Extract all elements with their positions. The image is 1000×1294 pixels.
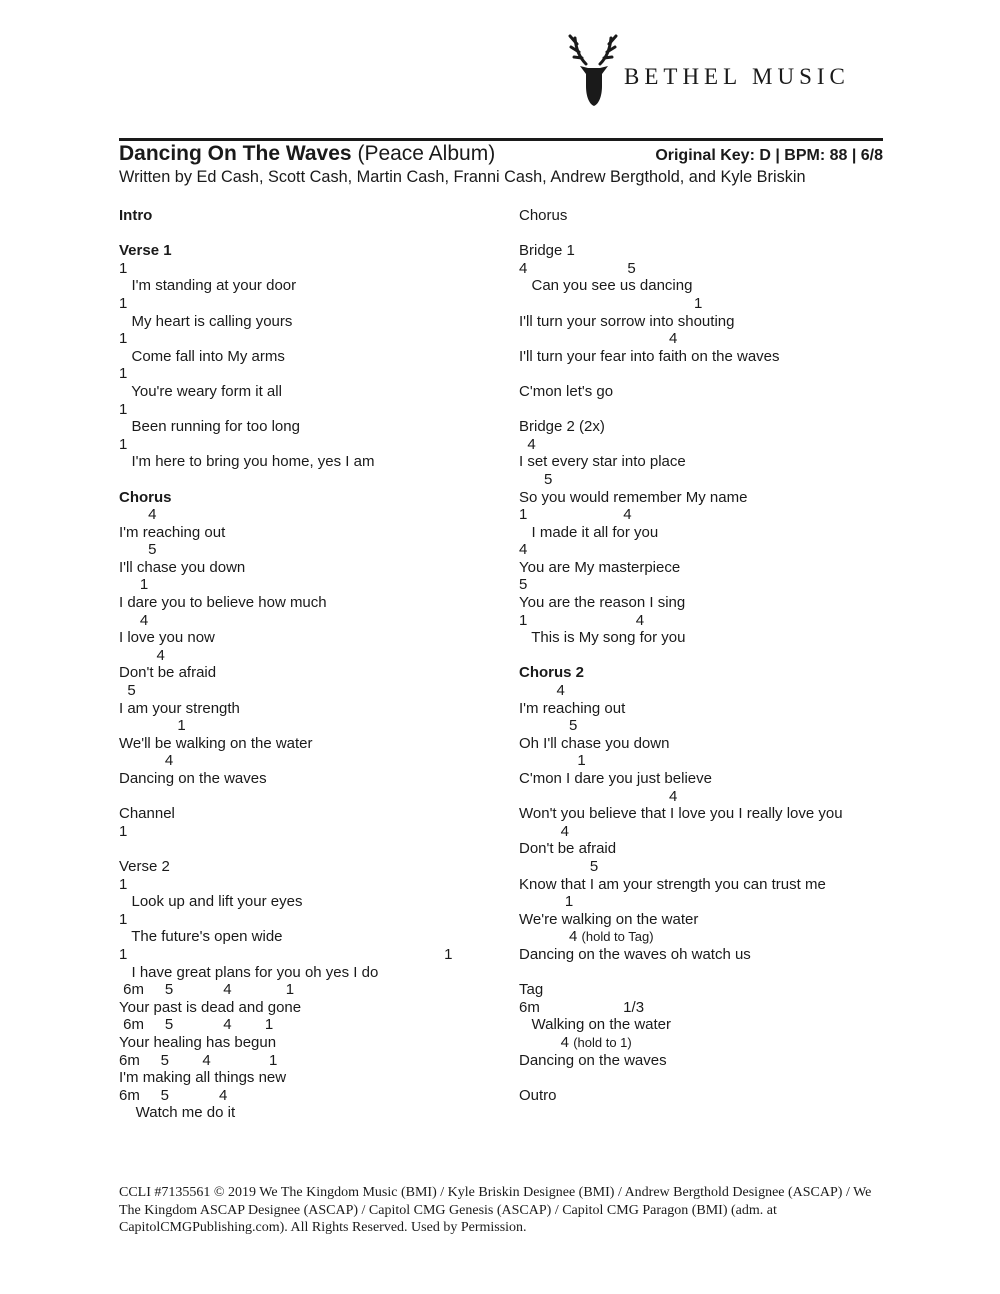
- chord-note: (hold to Tag): [581, 929, 654, 945]
- chord-line: 6m 5 4 1: [119, 981, 295, 999]
- section-heading: Chorus: [519, 207, 568, 224]
- chord-line: 6m 5 4: [119, 1086, 228, 1104]
- chord-line: 5: [519, 857, 599, 875]
- chord-line: 1: [519, 294, 703, 312]
- chord-line: 6m 5 4 1: [119, 1016, 274, 1034]
- section-heading: Chorus: [119, 488, 172, 506]
- lyric-line: This is My song for you: [519, 629, 686, 647]
- chord-line: 4: [519, 541, 528, 559]
- chord-line: 4: [519, 787, 678, 805]
- lyric-line: Your past is dead and gone: [119, 998, 302, 1016]
- chord-line: 1: [119, 400, 128, 418]
- lyric-line: Know that I am your strength you can trust me: [519, 875, 826, 893]
- chord-line: 1: [519, 752, 586, 770]
- lyric-line: I'll chase you down: [119, 558, 246, 576]
- lyric-line: Oh I'll chase you down: [519, 734, 670, 752]
- lyric-line: C'mon let's go: [519, 382, 614, 400]
- lyric-line: I'm standing at your door: [119, 277, 297, 295]
- section-heading: Channel: [119, 805, 175, 823]
- chord-line: 1: [119, 910, 128, 928]
- writers-credit: Written by Ed Cash, Scott Cash, Martin Cash, Franni Cash, Andrew Bergthold, and Kyle Briskin: [119, 168, 806, 186]
- lyric-line: Won't you believe that I love you I really love you: [519, 805, 843, 823]
- chord-line: 4: [519, 682, 565, 700]
- song-meta: Original Key: D | BPM: 88 | 6/8: [655, 147, 883, 164]
- chord-line: 5: [519, 470, 553, 488]
- chord-line: 1: [119, 330, 128, 348]
- chord-line: 4: [119, 611, 149, 629]
- chord-line: 4: [519, 330, 678, 348]
- song-title-text: Dancing On The Waves: [119, 142, 352, 165]
- chord-note: (hold to 1): [573, 1034, 632, 1050]
- lyric-line: I'm reaching out: [119, 523, 226, 541]
- lyric-line: I love you now: [119, 629, 215, 647]
- lyric-line: Dancing on the waves oh watch us: [519, 945, 751, 963]
- song-section: [519, 418, 899, 647]
- lyric-line: Watch me do it: [119, 1104, 236, 1122]
- lyric-line: I'll turn your sorrow into shouting: [519, 312, 735, 330]
- section-heading: Chorus 2: [519, 664, 585, 682]
- section-heading: Tag: [519, 981, 544, 999]
- chord-line: 1 1: [119, 945, 453, 963]
- song-section: [119, 489, 499, 788]
- lyric-line: You are the reason I sing: [519, 594, 686, 612]
- right-column: [519, 207, 899, 1122]
- lyric-line: You're weary form it all: [119, 382, 282, 400]
- lyric-line: Don't be afraid: [519, 840, 617, 858]
- lyric-line: The future's open wide: [119, 928, 283, 946]
- section-heading: Verse 2: [119, 857, 170, 875]
- header-rule: [119, 138, 883, 141]
- lyric-line: Come fall into My arms: [119, 347, 285, 365]
- lyric-line: I'll turn your fear into faith on the waves: [519, 347, 780, 365]
- chord-line: 1: [119, 294, 128, 312]
- lyric-line: Dancing on the waves: [119, 770, 267, 787]
- brand-name: BETHEL MUSIC: [624, 64, 850, 89]
- chord-line: 5: [519, 576, 528, 594]
- chord-line: 1: [119, 259, 128, 277]
- chord-line: 4: [519, 435, 536, 453]
- lyric-line: Don't be afraid: [119, 664, 217, 682]
- song-section: [119, 242, 499, 471]
- song-section: [119, 207, 499, 225]
- chord-line: 4 (hold to 1): [519, 1033, 632, 1051]
- chord-line: 1: [119, 576, 149, 594]
- chord-line: 1: [119, 822, 128, 840]
- chord-line: 1 4: [519, 611, 645, 629]
- lyric-line: We're walking on the water: [519, 910, 699, 928]
- chord-line: 1: [119, 717, 186, 735]
- lyric-line: I made it all for you: [519, 523, 659, 541]
- section-heading: Bridge 1: [519, 242, 575, 260]
- lyric-line: I have great plans for you oh yes I do: [119, 963, 379, 981]
- song-section: [519, 207, 899, 225]
- lyric-line: We'll be walking on the water: [119, 734, 313, 752]
- chord-line: 4: [119, 506, 157, 524]
- section-heading: Bridge 2 (2x): [519, 418, 605, 436]
- chord-line: 1 4: [519, 506, 632, 524]
- title-row: [119, 142, 883, 170]
- chord-line: 4 (hold to Tag): [519, 928, 654, 946]
- chord-line: 4 5: [519, 259, 636, 277]
- lyric-line: I dare you to believe how much: [119, 594, 327, 612]
- lyric-line: Been running for too long: [119, 418, 300, 436]
- section-heading: Outro: [519, 1086, 557, 1104]
- song-section: [119, 805, 499, 840]
- lyric-line: My heart is calling yours: [119, 312, 293, 330]
- chord-line: 1: [519, 893, 574, 911]
- lyric-line: Walking on the water: [519, 1016, 672, 1034]
- section-heading: Verse 1: [119, 242, 172, 260]
- chord-line: 6m 5 4 1: [119, 1051, 278, 1069]
- song-section: [119, 858, 499, 1122]
- lyric-line: I'm here to bring you home, yes I am: [119, 453, 375, 471]
- lyric-line: So you would remember My name: [519, 488, 748, 506]
- left-column: [119, 207, 499, 1139]
- lyric-line: Your healing has begun: [119, 1033, 277, 1051]
- chord-line: 5: [519, 717, 578, 735]
- chord-line: 4: [519, 822, 570, 840]
- chord-line: 4: [119, 752, 174, 770]
- song-section: [519, 242, 899, 365]
- lyric-line: I am your strength: [119, 699, 240, 717]
- song-section: [519, 981, 899, 1069]
- chord-line: 5: [119, 541, 157, 559]
- lyric-line: C'mon I dare you just believe: [519, 770, 712, 787]
- chord-line: 6m 1/3: [519, 998, 645, 1016]
- lyric-line: Can you see us dancing: [519, 277, 693, 295]
- lyric-line: Dancing on the waves: [519, 1051, 667, 1069]
- lyric-line: I'm making all things new: [119, 1069, 287, 1087]
- brand-logo: [566, 30, 886, 110]
- chord-line: 5: [119, 682, 136, 700]
- section-heading: Intro: [119, 207, 153, 224]
- song-section: [519, 383, 899, 401]
- lyric-line: I'm reaching out: [519, 699, 626, 717]
- lyric-line: I set every star into place: [519, 453, 686, 471]
- lyric-line: Look up and lift your eyes: [119, 893, 303, 911]
- copyright-footer: CCLI #7135561 © 2019 We The Kingdom Music (BMI) / Kyle Briskin Designee (BMI) / Andrew Bergthold Designee (ASCAP) / We The Kingdom ASCAP Designee (ASCAP) / Capitol CMG Genesis (ASCAP) / Capitol CMG Paragon (BMI) (adm. at CapitolCMGPublishing.com). All Rights Reserved. Used by Permission.: [119, 1185, 872, 1235]
- lyric-line: You are My masterpiece: [519, 558, 681, 576]
- deer-head-icon: [566, 30, 622, 110]
- song-title: [119, 142, 495, 166]
- chord-line: 4: [119, 646, 165, 664]
- chord-line: 1: [119, 435, 128, 453]
- song-section: [519, 1087, 899, 1105]
- chord-line: 1: [119, 875, 128, 893]
- song-section: [519, 664, 899, 963]
- chord-line: 1: [119, 365, 128, 383]
- album-name: (Peace Album): [357, 142, 496, 165]
